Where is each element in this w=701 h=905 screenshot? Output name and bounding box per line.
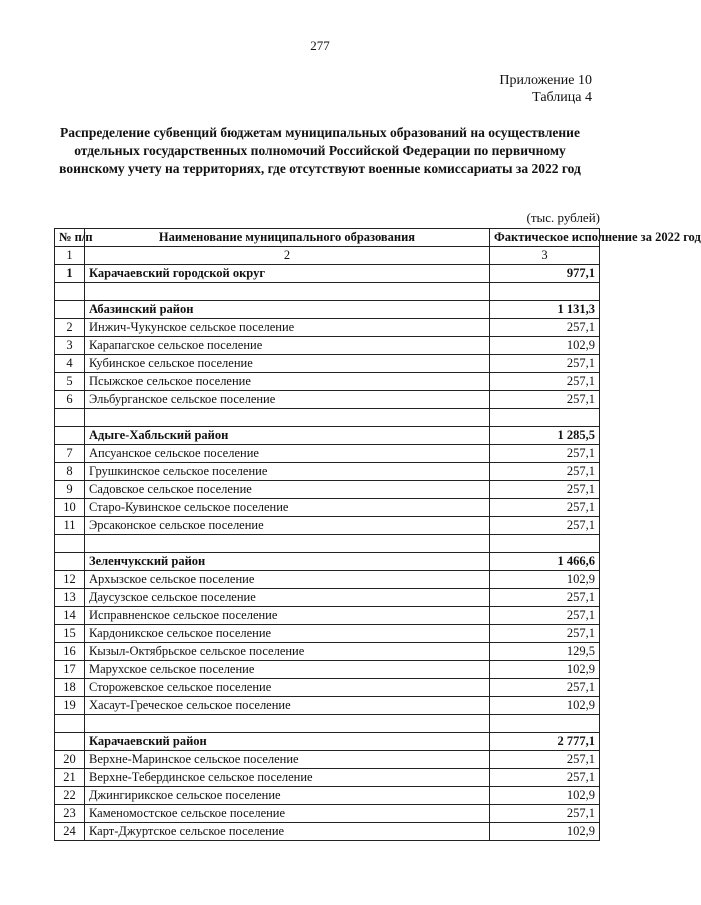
table-row xyxy=(55,517,600,535)
row-name: Зеленчукский район xyxy=(85,553,490,571)
row-number: 21 xyxy=(55,769,85,787)
row-name: Кубинское сельское поселение xyxy=(85,355,490,373)
row-number: 1 xyxy=(55,265,85,283)
spacer-cell xyxy=(490,409,600,427)
column-number-row xyxy=(55,247,600,265)
row-value: 1 285,5 xyxy=(490,427,600,445)
table-row xyxy=(55,805,600,823)
table-row xyxy=(55,319,600,337)
spacer-cell xyxy=(85,283,490,301)
row-value: 257,1 xyxy=(490,499,600,517)
row-value: 257,1 xyxy=(490,769,600,787)
row-number: 15 xyxy=(55,625,85,643)
row-number xyxy=(55,733,85,751)
spacer-row xyxy=(55,715,600,733)
row-number: 5 xyxy=(55,373,85,391)
document-title: Распределение субвенций бюджетам муниципальных образований на осуществление отдельных государственных полномочий Российской Федерации по первичному воинскому учету на территориях, где отсутствуют военные комиссариаты за 2022 год xyxy=(59,125,581,176)
row-value: 257,1 xyxy=(490,805,600,823)
row-name: Апсуанское сельское поселение xyxy=(85,445,490,463)
table-row xyxy=(55,265,600,283)
row-name: Джингирикское сельское поселение xyxy=(85,787,490,805)
row-name: Псыжское сельское поселение xyxy=(85,373,490,391)
row-value: 257,1 xyxy=(490,391,600,409)
row-value: 257,1 xyxy=(490,355,600,373)
header-value: Фактическое исполнение за 2022 год xyxy=(490,229,600,247)
row-name: Даусузское сельское поселение xyxy=(85,589,490,607)
table-label: Таблица 4 xyxy=(532,90,592,105)
row-value: 257,1 xyxy=(490,607,600,625)
row-name: Карт-Джуртское сельское поселение xyxy=(85,823,490,841)
row-name: Исправненское сельское поселение xyxy=(85,607,490,625)
row-name: Сторожевское сельское поселение xyxy=(85,679,490,697)
appendix-number: Приложение 10 xyxy=(499,73,592,88)
page-number: 277 xyxy=(310,38,330,53)
row-value: 102,9 xyxy=(490,661,600,679)
table-row xyxy=(55,787,600,805)
spacer-cell xyxy=(85,409,490,427)
spacer-cell xyxy=(55,409,85,427)
row-number xyxy=(55,301,85,319)
row-number: 18 xyxy=(55,679,85,697)
spacer-cell xyxy=(85,715,490,733)
subvention-table xyxy=(54,228,701,841)
row-value: 2 777,1 xyxy=(490,733,600,751)
row-value: 102,9 xyxy=(490,337,600,355)
table-row xyxy=(55,571,600,589)
row-value: 102,9 xyxy=(490,787,600,805)
row-number: 17 xyxy=(55,661,85,679)
header-num: № п/п xyxy=(55,229,85,247)
table-row xyxy=(55,769,600,787)
row-number: 19 xyxy=(55,697,85,715)
spacer-cell xyxy=(490,283,600,301)
spacer-cell xyxy=(85,535,490,553)
spacer-row xyxy=(55,409,600,427)
spacer-cell xyxy=(490,715,600,733)
row-name: Карачаевский район xyxy=(85,733,490,751)
row-number: 14 xyxy=(55,607,85,625)
row-name: Карапагское сельское поселение xyxy=(85,337,490,355)
row-value: 102,9 xyxy=(490,697,600,715)
row-name: Кызыл-Октябрьское сельское поселение xyxy=(85,643,490,661)
row-name: Эльбурганское сельское поселение xyxy=(85,391,490,409)
row-number: 3 xyxy=(55,337,85,355)
table-row xyxy=(55,589,600,607)
row-number: 8 xyxy=(55,463,85,481)
table-row xyxy=(55,679,600,697)
row-number: 9 xyxy=(55,481,85,499)
table-row xyxy=(55,661,600,679)
row-number: 24 xyxy=(55,823,85,841)
row-name: Архызское сельское поселение xyxy=(85,571,490,589)
row-value: 257,1 xyxy=(490,463,600,481)
column-number-3: 3 xyxy=(490,247,600,265)
appendix-label xyxy=(499,72,592,106)
row-number: 2 xyxy=(55,319,85,337)
row-name: Грушкинское сельское поселение xyxy=(85,463,490,481)
table-row xyxy=(55,823,600,841)
row-value: 257,1 xyxy=(490,445,600,463)
spacer-cell xyxy=(490,535,600,553)
spacer-cell xyxy=(55,715,85,733)
row-value: 257,1 xyxy=(490,679,600,697)
row-number: 23 xyxy=(55,805,85,823)
row-value: 129,5 xyxy=(490,643,600,661)
row-value: 257,1 xyxy=(490,751,600,769)
table-row xyxy=(55,337,600,355)
row-name: Марухское сельское поселение xyxy=(85,661,490,679)
spacer-row xyxy=(55,535,600,553)
row-name: Старо-Кувинское сельское поселение xyxy=(85,499,490,517)
table-row xyxy=(55,751,600,769)
row-value: 1 466,6 xyxy=(490,553,600,571)
table-row xyxy=(55,463,600,481)
table-row xyxy=(55,391,600,409)
table-row xyxy=(55,625,600,643)
column-number-1: 1 xyxy=(55,247,85,265)
table-row xyxy=(55,607,600,625)
row-name: Карачаевский городской округ xyxy=(85,265,490,283)
row-number: 6 xyxy=(55,391,85,409)
table-row xyxy=(55,481,600,499)
row-number xyxy=(55,427,85,445)
table-row xyxy=(55,643,600,661)
district-row xyxy=(55,553,600,571)
row-value: 257,1 xyxy=(490,517,600,535)
table-row xyxy=(55,355,600,373)
row-number: 4 xyxy=(55,355,85,373)
row-number: 7 xyxy=(55,445,85,463)
row-name: Адыге-Хабльский район xyxy=(85,427,490,445)
row-value: 1 131,3 xyxy=(490,301,600,319)
table-row xyxy=(55,373,600,391)
row-value: 102,9 xyxy=(490,571,600,589)
spacer-cell xyxy=(55,283,85,301)
table-row xyxy=(55,499,600,517)
table-row xyxy=(55,697,600,715)
row-value: 257,1 xyxy=(490,589,600,607)
table-body xyxy=(55,229,701,841)
row-name: Инжич-Чукунское сельское поселение xyxy=(85,319,490,337)
row-number xyxy=(55,553,85,571)
table-row xyxy=(55,445,600,463)
row-value: 102,9 xyxy=(490,823,600,841)
row-number: 16 xyxy=(55,643,85,661)
row-value: 257,1 xyxy=(490,481,600,499)
row-value: 977,1 xyxy=(490,265,600,283)
row-number: 10 xyxy=(55,499,85,517)
row-number: 22 xyxy=(55,787,85,805)
row-name: Абазинский район xyxy=(85,301,490,319)
row-name: Садовское сельское поселение xyxy=(85,481,490,499)
row-name: Верхне-Тебердинское сельское поселение xyxy=(85,769,490,787)
row-number: 11 xyxy=(55,517,85,535)
row-name: Эрсаконское сельское поселение xyxy=(85,517,490,535)
row-value: 257,1 xyxy=(490,625,600,643)
row-name: Кардоникское сельское поселение xyxy=(85,625,490,643)
header-name: Наименование муниципального образования xyxy=(85,229,490,247)
row-value: 257,1 xyxy=(490,319,600,337)
row-number: 12 xyxy=(55,571,85,589)
column-number-2: 2 xyxy=(85,247,490,265)
spacer-row xyxy=(55,283,600,301)
district-row xyxy=(55,427,600,445)
row-name: Каменомостское сельское поселение xyxy=(85,805,490,823)
district-row xyxy=(55,733,600,751)
header-row xyxy=(55,229,600,247)
spacer-cell xyxy=(55,535,85,553)
district-row xyxy=(55,301,600,319)
row-value: 257,1 xyxy=(490,373,600,391)
unit-label: (тыс. рублей) xyxy=(526,210,600,225)
row-number: 20 xyxy=(55,751,85,769)
row-number: 13 xyxy=(55,589,85,607)
row-name: Хасаут-Греческое сельское поселение xyxy=(85,697,490,715)
row-name: Верхне-Маринское сельское поселение xyxy=(85,751,490,769)
